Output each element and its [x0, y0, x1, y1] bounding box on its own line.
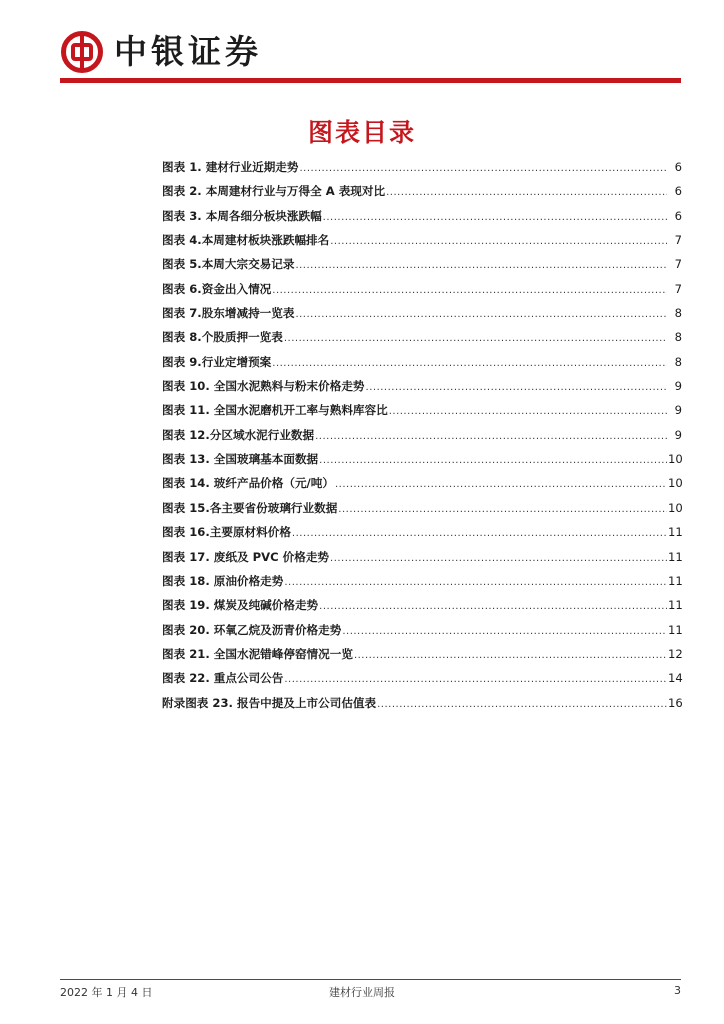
toc-entry-label: 图表 1. 建材行业近期走势: [162, 160, 299, 174]
toc-entry-label: 图表 22. 重点公司公告: [162, 671, 284, 686]
toc-entry-page: 14: [668, 671, 683, 686]
toc-entry-page: 9: [674, 427, 682, 442]
toc-entry-page: 8: [674, 354, 682, 369]
table-of-figures: [162, 159, 682, 719]
footer-page-number: 3: [674, 984, 681, 997]
toc-leader-dots: [272, 358, 667, 369]
toc-entry-page: 9: [674, 379, 682, 394]
toc-entry-label: 图表 20. 环氧乙烷及沥青价格走势: [162, 622, 342, 637]
toc-entry-label: 附录图表 23. 报告中提及上市公司估值表: [162, 695, 377, 710]
toc-entry-page: 8: [674, 306, 682, 321]
header-divider: [60, 78, 681, 83]
toc-leader-dots: [315, 431, 667, 442]
toc-leader-dots: [389, 406, 667, 417]
toc-entry-label: 图表 9.行业定增预案: [162, 354, 272, 369]
toc-entry[interactable]: [162, 305, 682, 329]
bank-of-china-logo-icon: [60, 30, 104, 74]
toc-entry[interactable]: [162, 451, 682, 475]
toc-entry-page: 9: [674, 403, 682, 418]
toc-entry[interactable]: [162, 208, 682, 232]
toc-leader-dots: [335, 479, 667, 490]
toc-entry-page: 12: [668, 646, 683, 661]
toc-entry-page: 11: [668, 525, 683, 540]
toc-entry[interactable]: [162, 281, 682, 305]
toc-entry-label: 图表 7.股东增减持一览表: [162, 306, 295, 321]
toc-entry-label: 图表 19. 煤炭及纯碱价格走势: [162, 598, 319, 613]
toc-entry[interactable]: [162, 354, 682, 378]
toc-entry[interactable]: [162, 232, 682, 256]
toc-entry-label: 图表 13. 全国玻璃基本面数据: [162, 452, 319, 467]
toc-entry-label: 图表 16.主要原材料价格: [162, 525, 291, 540]
toc-leader-dots: [338, 504, 667, 515]
toc-entry-page: 6: [674, 184, 682, 199]
toc-entry-page: 6: [674, 160, 682, 174]
toc-leader-dots: [354, 650, 667, 661]
toc-entry-page: 6: [674, 208, 682, 223]
toc-entry-page: 16: [668, 695, 683, 710]
toc-entry[interactable]: [162, 549, 682, 573]
toc-entry-page: 7: [674, 233, 682, 248]
toc-leader-dots: [342, 626, 667, 637]
toc-entry-page: 10: [668, 452, 683, 467]
toc-leader-dots: [386, 187, 667, 198]
toc-entry-page: 10: [668, 500, 683, 515]
toc-entry-page: 11: [668, 598, 683, 613]
footer-date: 2022 年 1 月 4 日: [60, 986, 153, 999]
toc-leader-dots: [330, 553, 667, 564]
toc-entry-page: 11: [668, 622, 683, 637]
toc-entry-label: 图表 4.本周建材板块涨跌幅排名: [162, 233, 330, 248]
toc-entry-label: 图表 3. 本周各细分板块涨跌幅: [162, 208, 322, 223]
toc-entry[interactable]: [162, 256, 682, 280]
toc-entry[interactable]: [162, 597, 682, 621]
toc-entry[interactable]: [162, 670, 682, 694]
toc-entry-page: 8: [674, 330, 682, 345]
toc-leader-dots: [284, 674, 667, 685]
toc-entry[interactable]: [162, 500, 682, 524]
toc-entry[interactable]: [162, 402, 682, 426]
toc-leader-dots: [299, 163, 667, 174]
toc-entry-label: 图表 10. 全国水泥熟料与粉末价格走势: [162, 379, 365, 394]
footer-report-type: 建材行业周报: [329, 986, 395, 999]
toc-entry-label: 图表 6.资金出入情况: [162, 281, 272, 296]
toc-leader-dots: [330, 236, 667, 247]
toc-leader-dots: [377, 699, 667, 710]
toc-entry[interactable]: [162, 622, 682, 646]
toc-entry-page: 11: [668, 549, 683, 564]
toc-entry[interactable]: [162, 695, 682, 719]
toc-entry-page: 7: [674, 257, 682, 272]
toc-leader-dots: [284, 577, 667, 588]
toc-entry-page: 11: [668, 573, 683, 588]
toc-entry[interactable]: [162, 646, 682, 670]
toc-entry[interactable]: [162, 183, 682, 207]
toc-entry[interactable]: [162, 427, 682, 451]
footer-divider: [60, 979, 681, 980]
toc-leader-dots: [366, 382, 667, 393]
toc-entry-label: 图表 5.本周大宗交易记录: [162, 257, 295, 272]
toc-entry-label: 图表 15.各主要省份玻璃行业数据: [162, 500, 338, 515]
toc-leader-dots: [319, 601, 667, 612]
toc-leader-dots: [295, 260, 667, 271]
toc-title: 图表目录: [307, 118, 416, 147]
toc-entry-label: 图表 18. 原油价格走势: [162, 573, 284, 588]
brand-name: 中银证券: [114, 32, 262, 71]
toc-entry[interactable]: [162, 524, 682, 548]
toc-entry-label: 图表 11. 全国水泥磨机开工率与熟料库容比: [162, 403, 388, 418]
toc-leader-dots: [319, 455, 667, 466]
toc-leader-dots: [272, 285, 667, 296]
toc-leader-dots: [295, 309, 667, 320]
toc-entry-label: 图表 17. 废纸及 PVC 价格走势: [162, 549, 330, 564]
toc-entry[interactable]: [162, 475, 682, 499]
toc-entry[interactable]: [162, 329, 682, 353]
toc-entry-page: 10: [668, 476, 683, 491]
toc-entry-page: 7: [674, 281, 682, 296]
toc-entry[interactable]: [162, 378, 682, 402]
toc-entry-label: 图表 8.个股质押一览表: [162, 330, 283, 345]
toc-leader-dots: [323, 212, 667, 223]
toc-entry-label: 图表 21. 全国水泥错峰停窑情况一览: [162, 646, 353, 661]
toc-entry-label: 图表 12.分区域水泥行业数据: [162, 427, 315, 442]
toc-leader-dots: [292, 528, 667, 539]
toc-entry-label: 图表 2. 本周建材行业与万得全 A 表现对比: [162, 184, 386, 199]
toc-entry-label: 图表 14. 玻纤产品价格（元/吨）: [162, 476, 334, 491]
toc-entry[interactable]: [162, 159, 682, 183]
toc-leader-dots: [284, 333, 667, 344]
page-header: [60, 30, 680, 82]
toc-entry[interactable]: [162, 573, 682, 597]
